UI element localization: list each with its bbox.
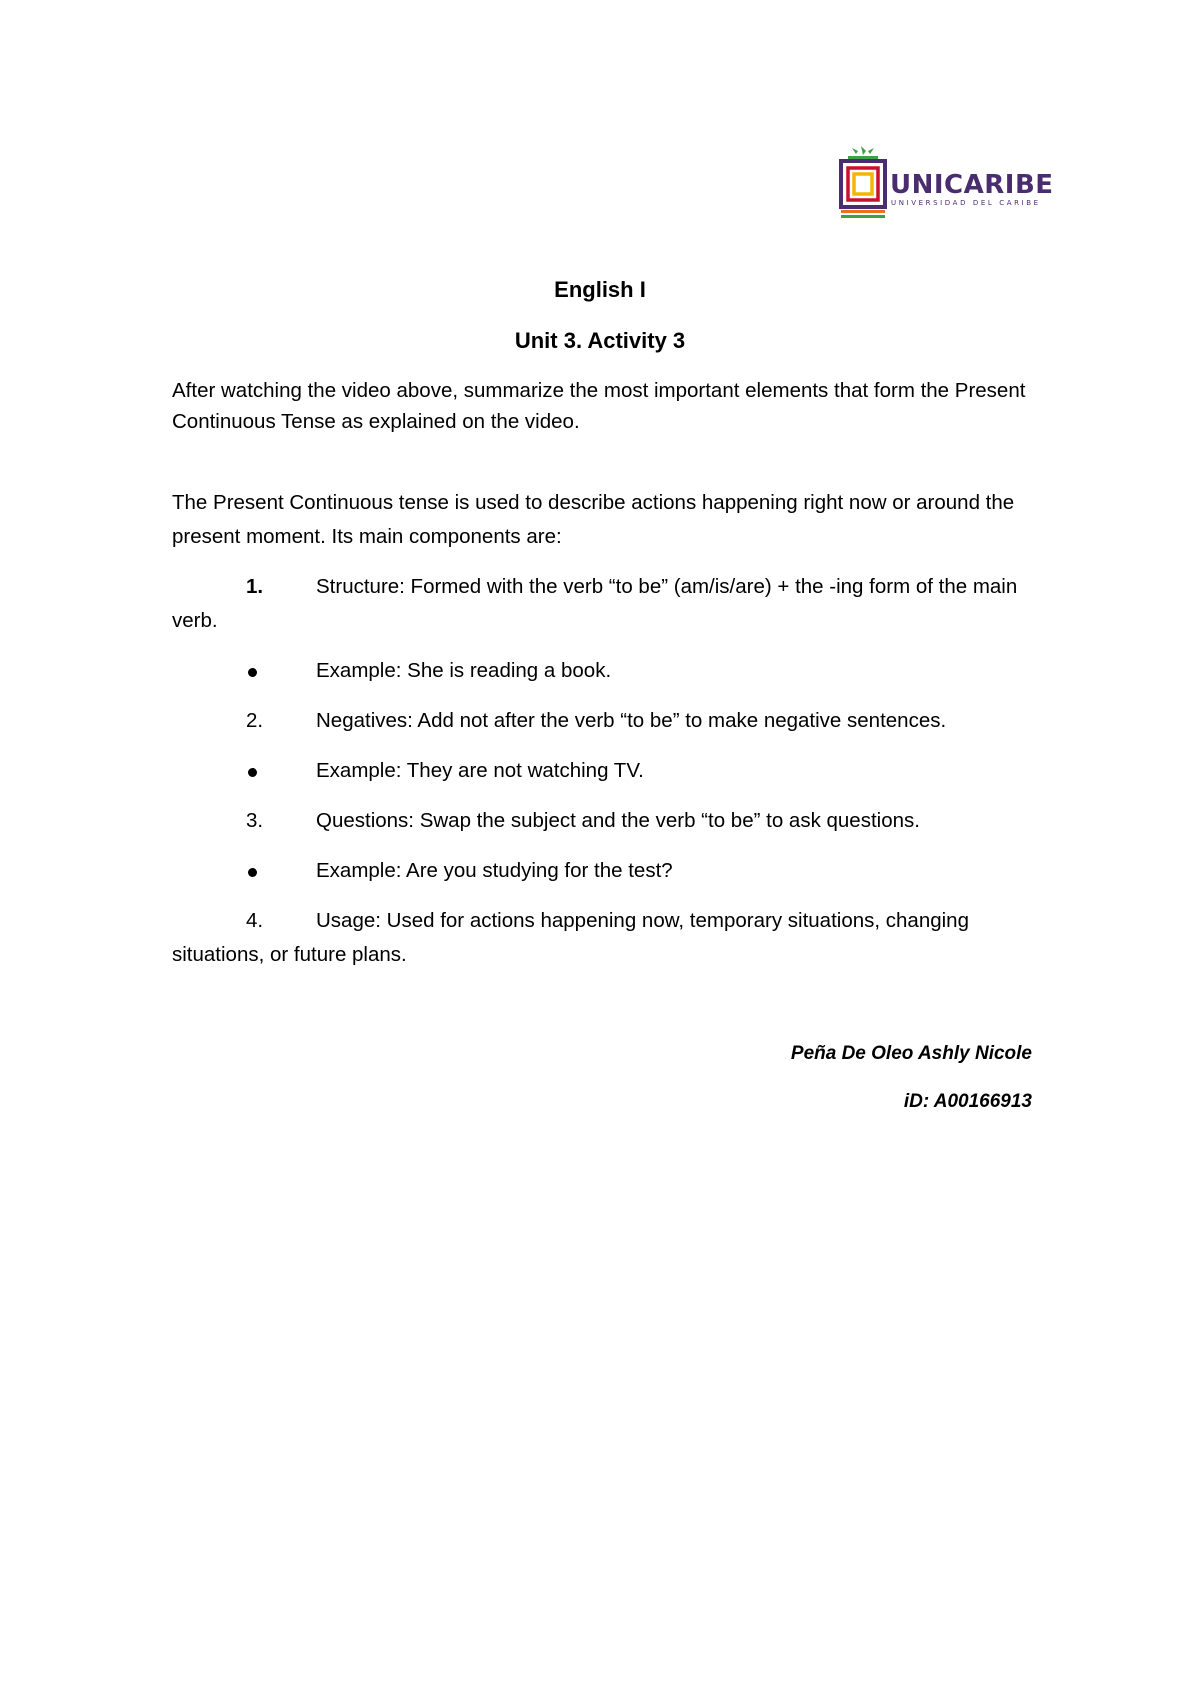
bullet-icon	[248, 768, 257, 777]
list-marker: 3.	[246, 809, 264, 832]
list-marker: 4.	[246, 909, 264, 932]
logo-wordmark: UNICARIBE	[890, 170, 1054, 200]
instructions-paragraph: After watching the video above, summarize the most important elements that form the Present Continuous Tense as explained on the video.	[172, 379, 1026, 433]
logo-emblem-icon	[838, 146, 888, 220]
list-item-text: Example: She is reading a book.	[316, 659, 612, 682]
student-id: iD: A00166913	[903, 1091, 1032, 1112]
list-item	[172, 854, 1032, 888]
list-item-text: Example: They are not watching TV.	[316, 759, 644, 782]
bullet-icon	[248, 668, 257, 677]
student-name: Peña De Oleo Ashly Nicole	[790, 1043, 1032, 1064]
list-item	[172, 654, 1032, 688]
list-marker: 2.	[246, 709, 264, 732]
university-logo	[838, 146, 1054, 220]
bullet-icon	[248, 868, 257, 877]
list-item	[172, 570, 1032, 638]
list-item-text: Example: Are you studying for the test?	[316, 859, 673, 882]
list-item	[172, 704, 1032, 738]
summary-paragraph: The Present Continuous tense is used to describe actions happening right now or around the present moment. Its main components are:	[172, 491, 1015, 548]
list-item	[172, 754, 1032, 788]
list-item-text: Structure: Formed with the verb “to be” (am/is/are) + the -ing form of the main verb.	[172, 575, 1018, 632]
list-item	[172, 904, 1032, 972]
list-item-text: Negatives: Add not after the verb “to be” to make negative sentences.	[316, 709, 947, 732]
activity-title: Unit 3. Activity 3	[514, 328, 686, 353]
course-title: English I	[554, 277, 646, 302]
list-item-text: Usage: Used for actions happening now, temporary situations, changing situations, or future plans.	[172, 909, 969, 966]
list-item	[172, 804, 1032, 838]
logo-subtitle: UNIVERSIDAD DEL CARIBE	[891, 199, 1041, 207]
list-item-text: Questions: Swap the subject and the verb “to be” to ask questions.	[316, 809, 920, 832]
list-marker: 1.	[246, 575, 264, 598]
